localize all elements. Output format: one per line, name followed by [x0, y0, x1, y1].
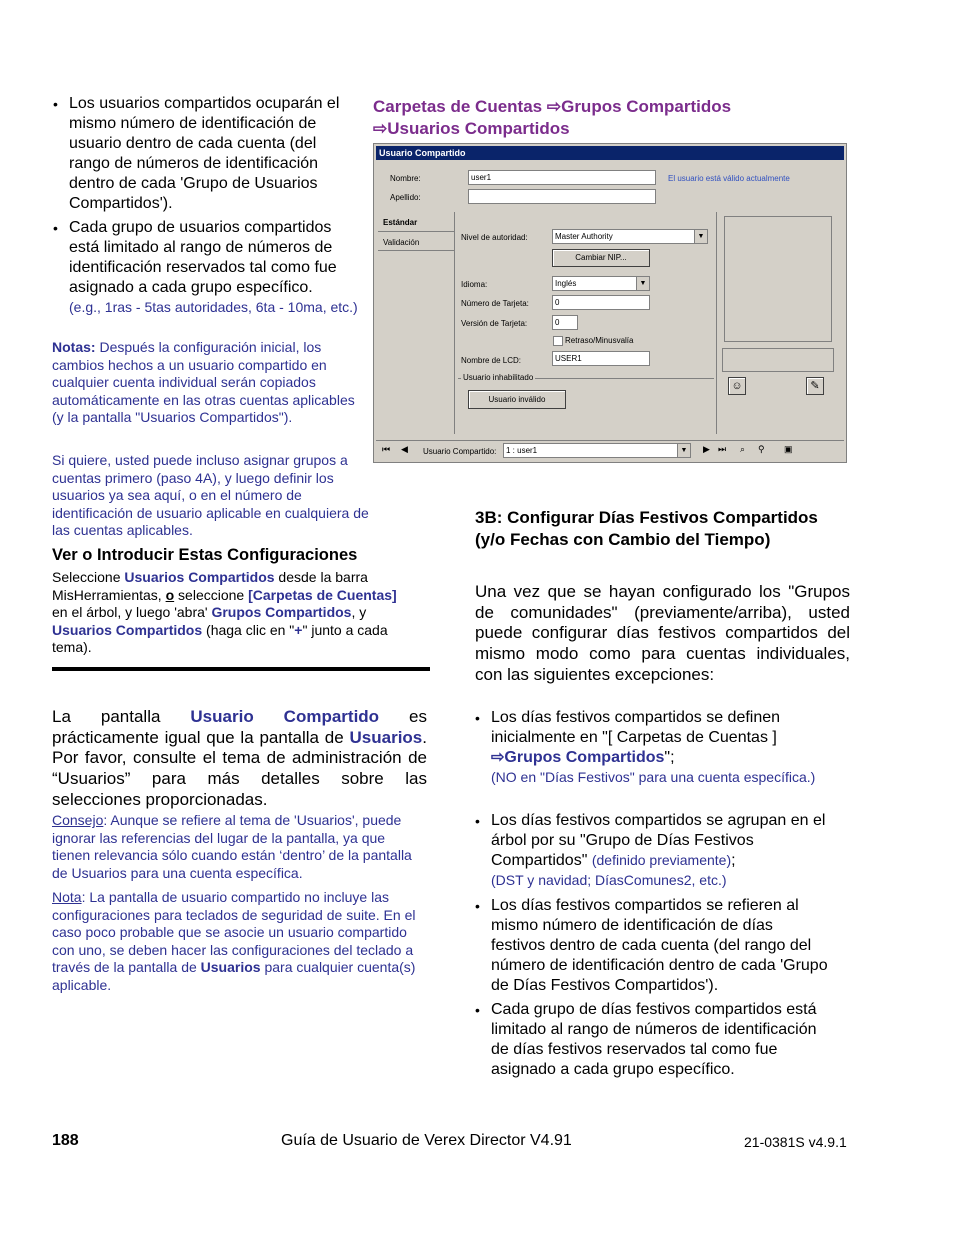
- info-panel: [722, 348, 834, 372]
- bullet-group-limited: • Cada grupo de días festivos compartidos está limitado al rango de números de identificación de días festivos reservados tal como fue asignado a cada grupo específico.: [491, 1000, 831, 1080]
- last-record-icon[interactable]: ⏭: [718, 444, 727, 454]
- retraso-checkbox[interactable]: [553, 336, 563, 346]
- arrow-right-icon: ⇨: [491, 749, 505, 766]
- bullet-grouped-tree: • Los días festivos compartidos se agrupan en el árbol por su "Grupo de Días Festivos Compartidos" (definido previamente); (DST y navidad; DíasComunes2, etc.): [491, 811, 836, 891]
- link-usuarios-compartidos-2[interactable]: Usuarios Compartidos: [52, 621, 203, 638]
- chevron-down-icon[interactable]: ▼: [677, 444, 690, 457]
- chevron-down-icon[interactable]: ▼: [694, 230, 707, 243]
- right-pane-border: [716, 212, 717, 434]
- search-icon[interactable]: ⚲: [758, 444, 765, 454]
- bullet-defined-initially: • Los días festivos compartidos se definen inicialmente en "[ Carpetas de Cuentas ] ⇨Grupos Compartidos"; (NO en "Días Festivos" para una cuenta específica.): [491, 708, 821, 788]
- nota-paragraph: Nota: La pantalla de usuario compartido no incluye las configuraciones para teclados de seguridad de suite. En el caso poco probable que se asocie un usuario compartido con uno, se deben hacer las configuraciones del teclado a través de la pantalla de Usuarios para cualquier cuenta(s) aplicable.: [52, 889, 416, 993]
- link-carpetas-cuentas[interactable]: [Carpetas de Cuentas]: [248, 586, 397, 603]
- valid-status: El usuario está válido actualmente: [668, 174, 790, 183]
- shared-user-select[interactable]: 1 : user1 ▼: [503, 443, 691, 458]
- nav-separator: [376, 440, 844, 441]
- first-record-icon[interactable]: ⏮: [382, 444, 391, 454]
- ver-heading: Ver o Introducir Estas Configuraciones: [52, 546, 358, 564]
- note-assign-groups: Si quiere, usted puede incluso asignar grupos a cuentas primero (paso 4A), y luego definir los usuarios ya sea aquí, o en el número de identificación de usuario aplicable en cualquiera de las cuentas aplicables.: [52, 452, 369, 538]
- user-delete-icon[interactable]: ✎: [806, 377, 824, 395]
- window-title: Usuario Compartido: [376, 146, 844, 160]
- section-divider: [52, 667, 430, 671]
- nombre-input[interactable]: user1: [468, 170, 656, 185]
- tab-validacion[interactable]: Validación: [383, 238, 420, 247]
- consejo-paragraph: Consejo: Aunque se refiere al tema de 'Usuarios', puede ignorar las referencias del lugar de la pantalla, ya que tienen relevancia sólo cuando están ‘dentro’ de la pantalla de Usuarios para una cuenta específica.: [52, 812, 412, 881]
- idioma-select[interactable]: Inglés ▼: [552, 276, 650, 291]
- prev-record-icon[interactable]: ◀: [401, 444, 408, 454]
- next-record-icon[interactable]: ▶: [703, 444, 710, 454]
- lcd-name-input[interactable]: USER1: [552, 351, 650, 366]
- tab-panel-border: [454, 212, 455, 434]
- tab-estandar[interactable]: Estándar: [383, 218, 418, 227]
- user-icon[interactable]: ☺: [728, 377, 746, 395]
- breadcrumb-path: Carpetas de Cuentas ⇨Grupos Compartidos ⇨Usuarios Compartidos: [373, 97, 732, 138]
- link-grupos-compartidos[interactable]: Grupos Compartidos: [211, 604, 352, 620]
- doc-code: 21-0381S v4.9.1: [744, 1134, 847, 1150]
- version-input[interactable]: 0: [552, 315, 578, 330]
- tab-divider: [378, 231, 454, 232]
- page-number: 188: [52, 1132, 79, 1149]
- chevron-down-icon[interactable]: ▼: [636, 277, 649, 290]
- nivel-autoridad-select[interactable]: Master Authority ▼: [552, 229, 708, 244]
- notas-paragraph: Notas: Después la configuración inicial, los cambios hechos a un usuario compartido en cualquier cuenta individual serán copiados automáticamente en las otras cuentas aplicables (y la pantalla "Usuarios Compartidos").: [52, 339, 355, 425]
- find-icon[interactable]: ⌕: [740, 444, 746, 454]
- paragraph-usuario-compartido: La pantalla Usuario Compartido es prácticamente igual que la pantalla de Usuarios. Por favor, consulte el tema de administración de “Usuarios” para más detalles sobre las selecciones proporcionadas.: [52, 707, 427, 809]
- tarjeta-input[interactable]: 0: [552, 295, 650, 310]
- tab-divider: [378, 250, 454, 251]
- bullet-same-id: • Los días festivos compartidos se refieren al mismo número de identificación de días festivos dentro de cada cuenta (del rango del número de identificación dentro de cada 'Grupo de Días Festivos Compartidos').: [491, 896, 831, 996]
- new-record-icon[interactable]: ▣: [784, 444, 793, 454]
- bullet-group-range: • Cada grupo de usuarios compartidos está limitado al rango de números de identificación reservados tal como fue asignado a cada grupo específico. (e.g., 1ras - 5tas autoridades, 6ta - 10ma, etc.): [69, 218, 359, 318]
- photo-panel: [724, 216, 832, 342]
- shared-user-window: Usuario Compartido Nombre: user1 Apellido: El usuario está válido actualmente Estándar Validación Nivel de autoridad: Master Authority ▼ Cambiar NIP... Idioma: Inglés ▼ Número de Tarjeta: 0 Versión de Tarjeta: 0 Retraso/Minusvalía Nombre de LCD: USER1 Usuario inhabilitado Usuario inválido ☺ ✎ ⏮ ◀ Usuario Compartido: 1 : user1 ▼ ▶ ⏭ ⌕ ⚲ ▣: [373, 143, 847, 463]
- ver-instructions: Seleccione Usuarios Compartidos desde la barra MisHerramientas, o seleccione [Carpetas de Cuentas] en el árbol, y luego 'abra' Grupos Compartidos, y Usuarios Compartidos (haga clic en "+" junto a cada tema).: [52, 569, 397, 655]
- usuario-invalido-button[interactable]: Usuario inválido: [468, 390, 566, 409]
- heading-3b: 3B: Configurar Días Festivos Compartidos (y/o Fechas con Cambio del Tiempo): [475, 508, 818, 549]
- link-usuarios-compartidos[interactable]: Usuarios Compartidos: [124, 569, 275, 585]
- apellido-input[interactable]: [468, 189, 656, 204]
- arrow-right-icon: ⇨: [373, 119, 388, 138]
- bullet-shared-users-id: • Los usuarios compartidos ocuparán el mismo número de identificación de usuario dentro de cada cuenta (del rango de números de identificación dentro de cada 'Grupo de Usuarios Compartidos').: [69, 94, 359, 214]
- intro-paragraph: Una vez que se hayan configurado los "Grupos de comunidades" (previamente/arriba), usted puede configurar días festivos compartidos del mismo modo como para cuentas individuales, con las siguientes excepciones:: [475, 582, 850, 684]
- arrow-right-icon: ⇨: [546, 97, 562, 116]
- cambiar-nip-button[interactable]: Cambiar NIP...: [552, 249, 650, 267]
- footer-title: Guía de Usuario de Verex Director V4.91: [281, 1132, 572, 1149]
